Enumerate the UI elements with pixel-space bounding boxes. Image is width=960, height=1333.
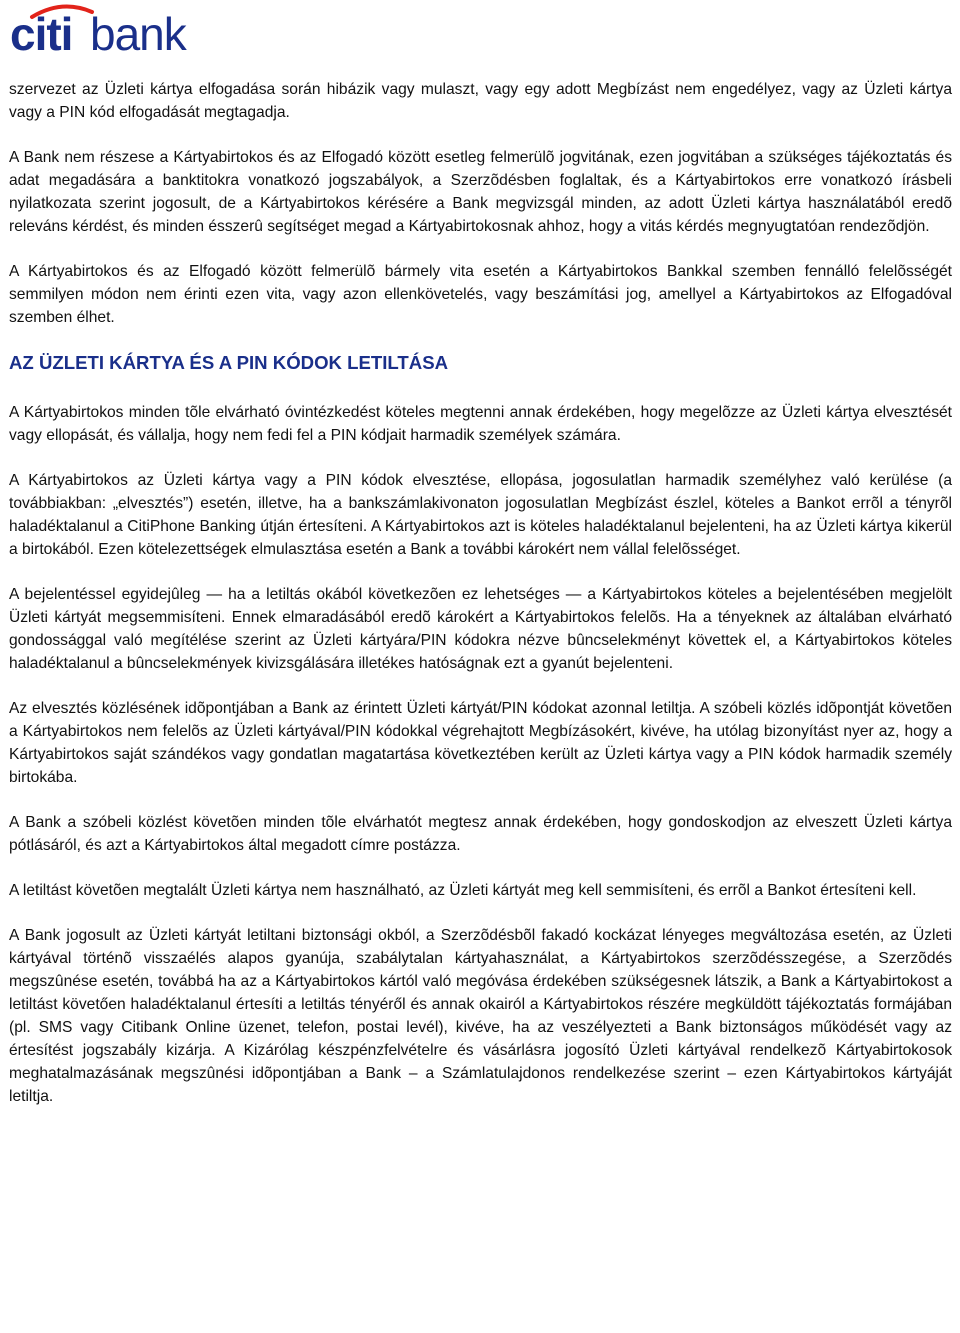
paragraph: A Kártyabirtokos minden tõle elvárható óvintézkedést köteles megtenni annak érdekében, hogy megelõzze az Üzleti kártya elvesztését vagy ellopását, és vállalja, hogy nem fedi fel a PIN kódjait harmadik személyek számára. (9, 404, 952, 444)
paragraph: A Kártyabirtokos az Üzleti kártya vagy a PIN kódok elvesztése, ellopása, jogosulatlan harmadik személyhez való kerülése (a továbbiakban: „elvesztés”) esetén, illetve, ha a bankszámlakivonaton jogosulatlan Megbízást észlel, köteles a Bankot errõl a tényrõl haladéktalanul a CitiPhone Banking útján értesíteni. A Kártyabirtokos azt is köteles haladéktalanul bejelenteni, ha az Üzleti kártya kikerül a birtokából. Ezen kötelezettségek elmulasztása esetén a Bank a további károkért nem vállal felelõsséget. (9, 472, 952, 558)
paragraph: A Bank nem részese a Kártyabirtokos és az Elfogadó között esetleg felmerülõ jogvitának, ezen jogvitában a szükséges tájékoztatás és adat megadására a banktitokra vonatkozó jogszabályok, a Szerzõdésben foglaltak, és a Kártyabirtokos erre vonatkozó írásbeli nyilatkozata szerint jogosult, de a Kártyabirtokos kérésére a Bank megvizsgál minden, az adott Üzleti kártya használatából eredõ releváns kérdést, és minden ésszerû segítséget megad a Kártyabirtokosnak ahhoz, hogy a vitás kérdés megnyugtatóan rendezõdjön. (9, 149, 952, 235)
paragraph: szervezet az Üzleti kártya elfogadása során hibázik vagy mulaszt, vagy egy adott Megbízást nem engedélyez, vagy az Üzleti kártya vagy a PIN kód elfogadását megtagadja. (9, 81, 952, 121)
paragraph: A Bank a szóbeli közlést követõen minden tõle elvárhatót megtesz annak érdekében, hogy gondoskodjon az elveszett Üzleti kártya pótlásáról, és azt a Kártyabirtokos által megadott címre postázza. (9, 814, 952, 854)
paragraph: Az elvesztés közlésének idõpontjában a Bank az érintett Üzleti kártyát/PIN kódokat azonnal letiltja. A szóbeli közlés idõpontját követõen a Kártyabirtokos nem felelõs az Üzleti kártyával/PIN kódokkal végrehajtott Megbízásokért, kivéve, ha utólag bizonyítást nyer az, hogy a Kártyabirtokos saját szándékos vagy gondatlan magatartása következtében került az Üzleti kártya vagy a PIN kódok harmadik személy birtokába. (9, 700, 952, 786)
svg-text:bank: bank (90, 8, 186, 56)
section-heading: AZ ÜZLETI KÁRTYA ÉS A PIN KÓDOK LETILTÁSA (9, 352, 449, 373)
paragraph: A letiltást követõen megtalált Üzleti kártya nem használható, az Üzleti kártyát meg kell semmisíteni, és errõl a Bankot értesíteni kell. (9, 882, 917, 899)
citibank-logo (10, 2, 195, 56)
paragraph: A Kártyabirtokos és az Elfogadó között felmerülõ bármely vita esetén a Kártyabirtokos Bankkal szemben fennálló felelõsségét semmilyen módon nem érinti ezen vita, vagy azon ellenkövetelés, vagy beszámítási jog, amellyel a Kártyabirtokos az Elfogadóval szemben élhet. (9, 263, 952, 326)
paragraph: A bejelentéssel egyidejûleg — ha a letiltás okából következõen ez lehetséges — a Kártyabirtokos köteles a bejelentésében megjelölt Üzleti kártyát megsemmisíteni. Ennek elmaradásából eredõ károkért a Kártyabirtokos felelõs. Ha a tényeknek az általában elvárható gondossággal való megítélése szerint az Üzleti kártyára/PIN kódokra nézve bûncselekményt követtek el, a Kártyabirtokos köteles haladéktalanul a bûncselekmények kivizsgálására illetékes hatóságnak ezt a gyanút bejelenteni. (9, 586, 952, 672)
paragraph: A Bank jogosult az Üzleti kártyát letiltani biztonsági okból, a Szerzõdésbõl fakadó kockázat lényeges megváltozása esetén, az Üzleti kártyával történõ visszaélés alapos gyanúja, szabálytalan kártyahasználat, a Kártyabirtokos szerzõdésszegése, a Szerzõdés megszûnése esetén, továbbá ha az a Kártyabirtokos kártól való megóvása érdekében szükségesnek látszik, a Bank a Kártyabirtokost a letiltást követően haladéktalanul értesíti a letiltás tényéről és annak okairól a Kártyabirtokos részére megküldött tájékoztatás formájában (pl. SMS vagy Citibank Online üzenet, telefon, postai levél), kivéve, ha az veszélyezteti a Bank biztonságos működését vagy az értesítést jogszabály kizárja. A Kizárólag készpénzfelvételre és vásárlásra jogosító Üzleti kártyával rendelkezõ Kártyabirtokosok meghatalmazásának megszûnési idõpontjában a Bank – a Számlatulajdonos rendelkezése szerint – ezen Kártyabirtokos kártyáját letiltja. (9, 927, 952, 1105)
document-body (9, 78, 952, 1130)
svg-text:citi: citi (10, 8, 73, 56)
